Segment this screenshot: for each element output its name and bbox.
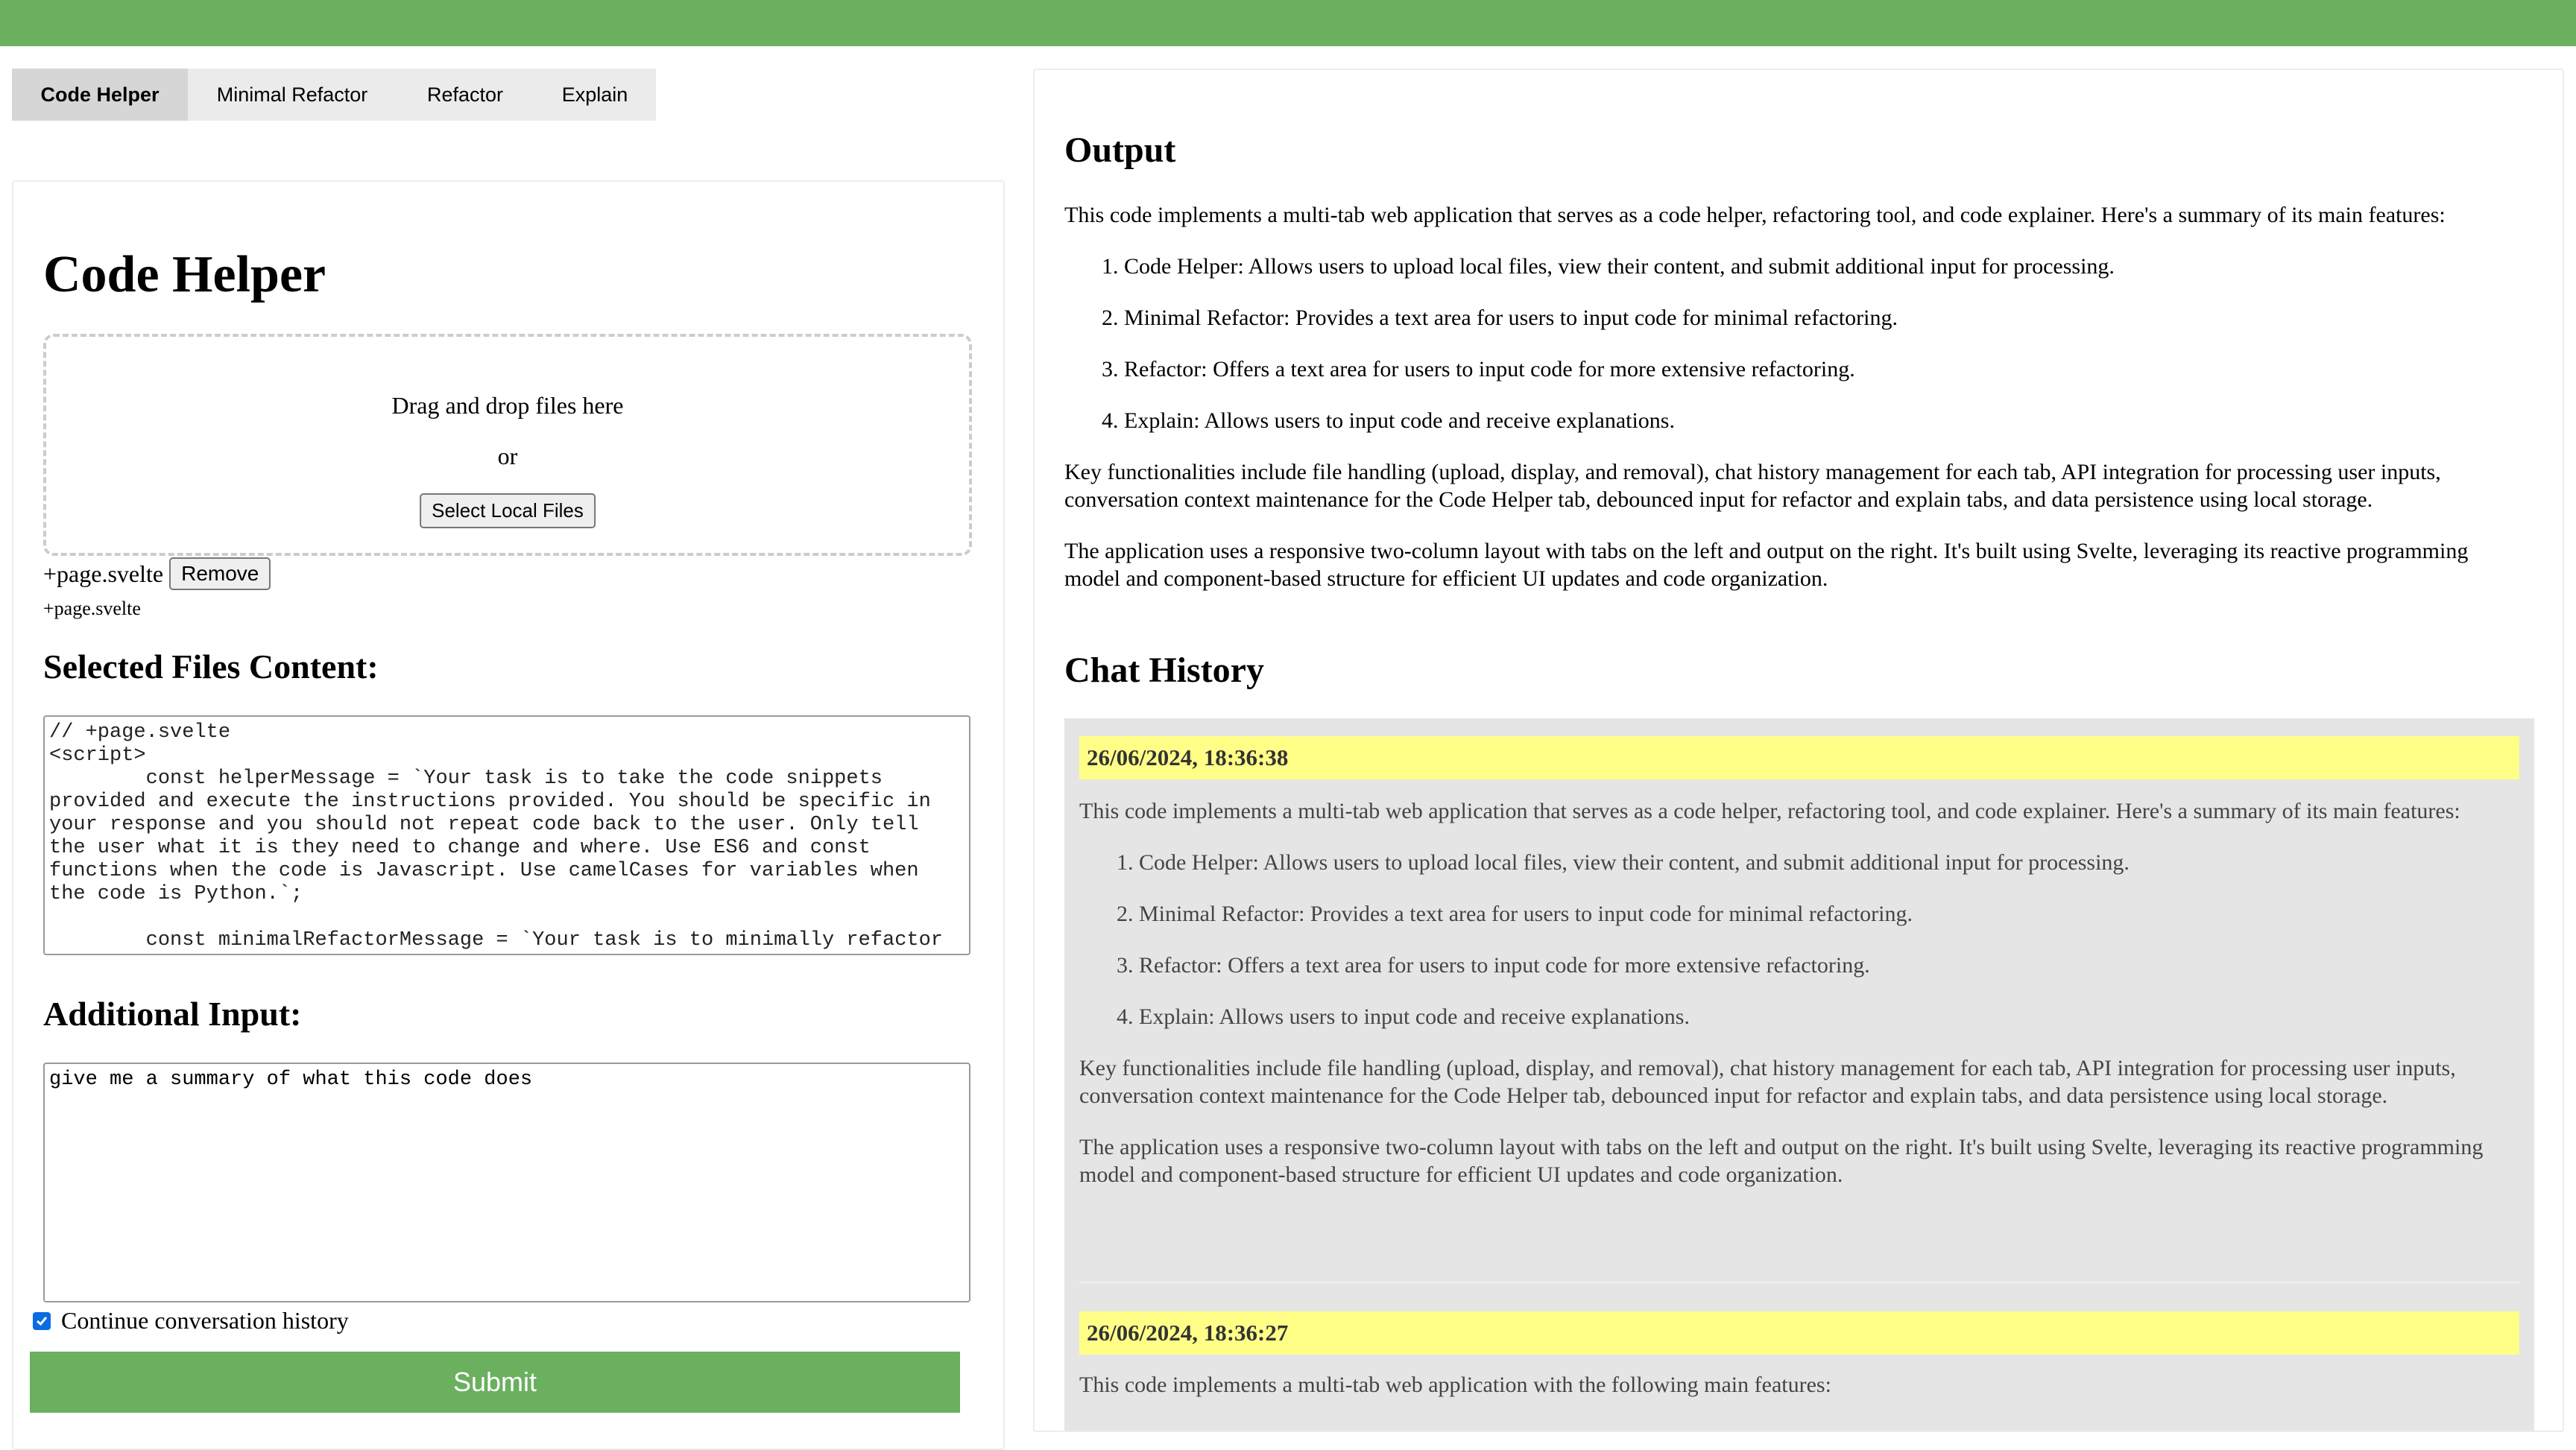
continue-history-checkbox[interactable] — [33, 1312, 51, 1330]
dropzone-or: or — [497, 443, 518, 469]
selected-files-heading: Selected Files Content: — [43, 648, 379, 686]
dropzone-text: Drag and drop files here — [391, 392, 624, 419]
selected-files-content[interactable]: // +page.svelte <script> const helperMessage = `Your task is to take the code snippets provided and execute the instructions provided. You should be specific in your response and you should not repeat code back to the user. Only tell the user what it is they need to change and where. Use ES6 and const functions when the code is Javascript. Use camelCases for variables when the code is Python.`; const minimalRefactorMessage = `Your task is to minimally refactor — [43, 715, 970, 955]
check-icon — [35, 1314, 48, 1328]
additional-input-textarea[interactable]: give me a summary of what this code does — [43, 1063, 970, 1302]
history-closing: The application uses a responsive two-column layout with tabs on the left and output on the right. It's built using Svelte, leveraging its reactive programming model and component-based structure for efficient UI updates and code organization. — [1079, 1135, 2484, 1187]
page-title: Code Helper — [43, 246, 326, 303]
remove-file-button[interactable]: Remove — [169, 557, 271, 590]
output-intro: This code implements a multi-tab web application that serves as a code helper, refactoring tool, and code explainer. Here's a summary of its main features: — [1064, 203, 2446, 227]
tab-refactor[interactable]: Refactor — [426, 83, 504, 106]
file-dropzone[interactable] — [43, 334, 972, 556]
tab-bar — [12, 69, 656, 121]
output-key-functionalities: Key functionalities include file handling (upload, display, and removal), chat history management for each tab, API integration for processing user inputs, conversation context maintenance for the Code Helper tab, debounced input for refactor and explain tabs, and data persistence using local storage. — [1064, 460, 2441, 512]
list-item: 3. Refactor: Offers a text area for users to input code for more extensive refactoring. — [1139, 952, 2510, 979]
submit-button[interactable]: Submit — [30, 1352, 960, 1413]
chat-history-list — [1064, 718, 2534, 1432]
history-timestamp: 26/06/2024, 18:36:38 — [1079, 736, 2519, 779]
list-item: 1. Code Helper: Allows users to upload local files, view their content, and submit additional input for processing. — [1124, 253, 2510, 280]
list-item: 2. Minimal Refactor: Provides a text area for users to input code for minimal refactoring. — [1139, 900, 2510, 928]
tab-code-helper[interactable]: Code Helper — [12, 69, 188, 121]
output-panel — [1033, 69, 2564, 1432]
file-name: +page.svelte — [43, 560, 164, 587]
history-intro: This code implements a multi-tab web application with the following main features: — [1079, 1373, 1831, 1397]
output-feature-list — [1064, 253, 2510, 434]
output-title: Output — [1064, 130, 1176, 170]
code-helper-panel — [12, 180, 1005, 1450]
history-feature-list — [1079, 849, 2510, 1030]
output-closing: The application uses a responsive two-column layout with tabs on the left and output on the right. It's built using Svelte, leveraging its reactive programming model and component-based structure for efficient UI updates and code organization. — [1064, 539, 2469, 591]
file-name-label: +page.svelte — [43, 598, 141, 619]
tab-minimal-refactor[interactable]: Minimal Refactor — [216, 83, 368, 106]
list-item: 3. Refactor: Offers a text area for users to input code for more extensive refactoring. — [1124, 355, 2510, 383]
list-item: 4. Explain: Allows users to input code and receive explanations. — [1139, 1003, 2510, 1030]
left-column — [0, 46, 1014, 1429]
history-timestamp: 26/06/2024, 18:36:27 — [1079, 1311, 2519, 1355]
additional-input-heading: Additional Input: — [43, 995, 302, 1033]
chat-history-title: Chat History — [1064, 650, 1264, 690]
history-divider — [1079, 1282, 2519, 1283]
history-intro: This code implements a multi-tab web application that serves as a code helper, refactoring tool, and code explainer. Here's a summary of its main features: — [1079, 799, 2460, 823]
tab-explain[interactable]: Explain — [561, 83, 628, 106]
top-bar — [0, 0, 2576, 46]
list-item: 1. Code Helper: Allows users to upload local files, view their content, and submit additional input for processing. — [1139, 849, 2510, 876]
output-body — [1064, 201, 2510, 592]
list-item: 4. Explain: Allows users to input code and receive explanations. — [1124, 407, 2510, 434]
history-key-functionalities: Key functionalities include file handling (upload, display, and removal), chat history management for each tab, API integration for processing user inputs, conversation context maintenance for the Code Helper tab, debounced input for refactor and explain tabs, and data persistence using local storage. — [1079, 1056, 2456, 1108]
continue-history-label: Continue conversation history — [61, 1307, 349, 1334]
select-local-files-button[interactable]: Select Local Files — [420, 493, 596, 528]
history-entry — [1079, 797, 2510, 1188]
continue-history-row — [33, 1307, 349, 1335]
selected-file-row — [43, 557, 271, 590]
list-item: 2. Minimal Refactor: Provides a text area for users to input code for minimal refactoring. — [1124, 304, 2510, 332]
